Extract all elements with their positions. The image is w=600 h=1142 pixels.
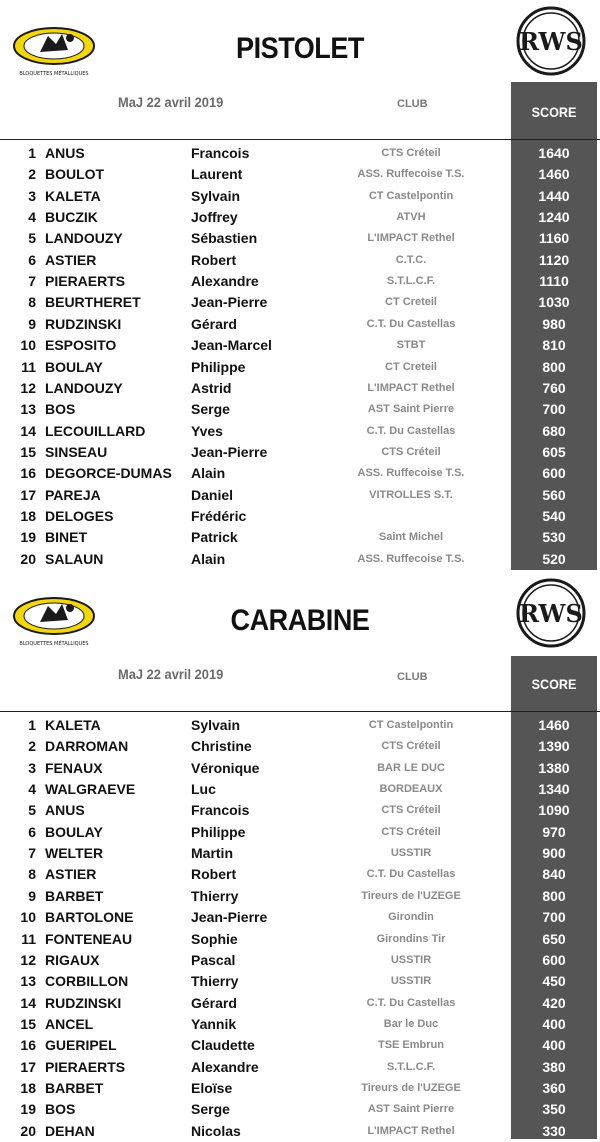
club-cell: VITROLLES S.T.: [369, 488, 453, 501]
first-name-cell: Luc: [191, 781, 216, 798]
last-name-cell: DELOGES: [45, 507, 114, 524]
rank-cell: 7: [28, 273, 36, 290]
pistolet-club-header: CLUB: [397, 98, 428, 110]
rank-cell: 12: [20, 379, 36, 396]
score-cell: 1440: [538, 187, 570, 204]
club-cell: Girondin: [388, 911, 434, 924]
rank-cell: 17: [20, 1058, 36, 1075]
last-name-cell: BOULAY: [45, 823, 103, 840]
last-name-cell: BUCZIK: [45, 209, 98, 226]
last-name-cell: WELTER: [45, 845, 104, 862]
first-name-cell: Gérard: [191, 994, 237, 1011]
last-name-cell: BOS: [45, 1101, 76, 1118]
club-cell: CTS Créteil: [381, 445, 441, 458]
score-cell: 1380: [538, 759, 570, 776]
rank-cell: 11: [21, 930, 36, 947]
last-name-cell: PIERAERTS: [45, 1058, 126, 1075]
last-name-cell: BOS: [45, 401, 76, 418]
first-name-cell: Sylvain: [191, 187, 241, 204]
table-row: [0, 779, 600, 800]
score-cell: 530: [542, 529, 566, 546]
first-name-cell: Philippe: [191, 358, 246, 375]
first-name-cell: Jean-Marcel: [191, 337, 272, 354]
last-name-cell: ANCEL: [45, 1015, 94, 1032]
club-cell: USSTIR: [390, 975, 432, 988]
table-row: [0, 421, 600, 442]
score-cell: 900: [542, 845, 566, 862]
rank-cell: 10: [20, 337, 36, 354]
table-row: [0, 758, 600, 779]
club-cell: AST Saint Pierre: [367, 403, 455, 416]
first-name-cell: Robert: [191, 251, 237, 268]
svg-text:BLOQUETTES MÉTALLIQUES: BLOQUETTES MÉTALLIQUES: [19, 641, 89, 647]
rank-cell: 12: [20, 951, 36, 968]
last-name-cell: RUDZINSKI: [45, 315, 122, 332]
score-cell: 970: [542, 823, 566, 840]
score-cell: 400: [542, 1015, 566, 1032]
pistolet-score-header: SCORE: [531, 104, 577, 120]
last-name-cell: BARBET: [45, 887, 104, 904]
first-name-cell: Patrick: [191, 529, 238, 546]
club-cell: ATVH: [396, 211, 426, 224]
table-row: [0, 1014, 600, 1035]
score-cell: 380: [542, 1058, 566, 1075]
rank-cell: 16: [20, 1037, 36, 1054]
rank-cell: 5: [28, 230, 36, 247]
first-name-cell: Yves: [191, 422, 223, 439]
first-name-cell: Thierry: [191, 887, 239, 904]
first-name-cell: Eloïse: [191, 1079, 233, 1096]
table-row: [0, 463, 600, 484]
rank-cell: 13: [20, 973, 36, 990]
table-row: [0, 929, 600, 950]
score-cell: 810: [542, 337, 566, 354]
first-name-cell: Alain: [191, 550, 226, 567]
rank-cell: 17: [20, 486, 36, 503]
score-cell: 1390: [538, 738, 570, 755]
score-cell: 540: [542, 507, 566, 524]
svg-text:RWS: RWS: [519, 27, 583, 56]
club-cell: USSTIR: [390, 847, 432, 860]
club-cell: TSE Embrun: [377, 1039, 444, 1052]
last-name-cell: SINSEAU: [45, 443, 108, 460]
carabine-title: CARABINE: [230, 604, 370, 637]
table-row: [0, 715, 600, 736]
table-row: [0, 549, 600, 570]
table-row: [0, 485, 600, 506]
rank-cell: 15: [20, 1015, 36, 1032]
table-row: [0, 164, 600, 185]
club-cell: ASS. Ruffecoise T.S.: [357, 467, 465, 480]
rws-logo-icon: [516, 578, 586, 648]
last-name-cell: LECOUILLARD: [45, 422, 146, 439]
first-name-cell: Robert: [191, 866, 237, 883]
score-cell: 1640: [538, 145, 570, 161]
table-row: [0, 1099, 600, 1120]
last-name-cell: BOULAY: [45, 358, 103, 375]
score-cell: 560: [542, 486, 566, 503]
last-name-cell: SALAUN: [45, 550, 104, 567]
rank-cell: 13: [20, 401, 36, 418]
club-cell: Girondins Tir: [376, 932, 446, 945]
rank-cell: 3: [28, 759, 36, 776]
table-row: [0, 250, 600, 271]
rank-cell: 14: [20, 422, 36, 439]
score-cell: 605: [542, 443, 566, 460]
rank-cell: 4: [28, 209, 36, 226]
rank-cell: 9: [28, 315, 36, 332]
last-name-cell: RUDZINSKI: [45, 994, 122, 1011]
club-cell: ASS. Ruffecoise T.S.: [357, 552, 465, 565]
last-name-cell: BEURTHERET: [45, 294, 141, 311]
first-name-cell: Pascal: [191, 951, 236, 968]
table-row: [0, 843, 600, 864]
table-row: [0, 357, 600, 378]
last-name-cell: BARBET: [45, 1079, 104, 1096]
score-cell: 760: [542, 379, 566, 396]
first-name-cell: Alain: [191, 465, 226, 482]
rank-cell: 18: [20, 1079, 36, 1096]
rank-cell: 8: [28, 866, 36, 883]
first-name-cell: Francois: [191, 802, 250, 819]
club-cell: STBT: [396, 339, 426, 352]
pistolet-update-date: MaJ 22 avril 2019: [118, 94, 224, 110]
first-name-cell: Philippe: [191, 823, 246, 840]
rank-cell: 1: [28, 717, 36, 733]
table-row: [0, 1078, 600, 1099]
club-cell: Saint Michel: [378, 531, 444, 544]
club-cell: C.T.C.: [395, 253, 427, 266]
carabine-club-header: CLUB: [397, 671, 428, 683]
last-name-cell: DEHAN: [45, 1122, 95, 1139]
table-row: [0, 506, 600, 527]
table-row: [0, 292, 600, 313]
score-cell: 680: [542, 422, 566, 439]
pistolet-title: PISTOLET: [236, 32, 364, 65]
rank-cell: 18: [20, 507, 36, 524]
svg-text:BLOQUETTES MÉTALLIQUES: BLOQUETTES MÉTALLIQUES: [19, 71, 89, 77]
score-cell: 650: [542, 930, 566, 947]
club-cell: CTS Créteil: [381, 147, 441, 159]
club-cell: CTS Créteil: [381, 825, 441, 838]
first-name-cell: Joffrey: [191, 209, 238, 226]
first-name-cell: Christine: [191, 738, 252, 755]
club-cell: Tireurs de l'UZEGE: [361, 889, 461, 902]
rank-cell: 15: [20, 443, 36, 460]
score-cell: 1240: [538, 209, 570, 226]
score-cell: 1090: [538, 802, 570, 819]
carabine-divider: [0, 711, 600, 712]
first-name-cell: Serge: [191, 401, 230, 418]
table-row: [0, 399, 600, 420]
first-name-cell: Gérard: [191, 315, 237, 332]
last-name-cell: KALETA: [45, 187, 101, 204]
rank-cell: 8: [28, 294, 36, 311]
rank-cell: 2: [28, 166, 36, 183]
club-cell: CT Castelpontin: [368, 719, 454, 731]
last-name-cell: BARTOLONE: [45, 909, 134, 926]
club-cell: CT Castelpontin: [368, 189, 454, 202]
first-name-cell: Sophie: [191, 930, 238, 947]
rank-cell: 19: [20, 529, 36, 546]
carabine-section: [0, 572, 600, 1139]
table-row: [0, 378, 600, 399]
last-name-cell: BOULOT: [45, 166, 105, 183]
score-cell: 450: [542, 973, 566, 990]
club-cell: CT Creteil: [385, 360, 437, 373]
table-row: [0, 971, 600, 992]
last-name-cell: ESPOSITO: [45, 337, 117, 354]
table-row: [0, 822, 600, 843]
table-row: [0, 271, 600, 292]
club-cell: C.T. Du Castellas: [366, 424, 456, 437]
last-name-cell: KALETA: [45, 717, 101, 733]
rank-cell: 4: [28, 781, 36, 798]
score-cell: 400: [542, 1037, 566, 1054]
carabine-score-header: SCORE: [531, 676, 577, 692]
first-name-cell: Nicolas: [191, 1122, 241, 1139]
first-name-cell: Martin: [191, 845, 233, 862]
rank-cell: 3: [28, 187, 36, 204]
carabine-update-date: MaJ 22 avril 2019: [118, 666, 224, 682]
last-name-cell: BINET: [45, 529, 87, 546]
rank-cell: 16: [20, 465, 36, 482]
score-cell: 840: [542, 866, 566, 883]
club-cell: USSTIR: [390, 953, 432, 966]
score-cell: 520: [542, 550, 566, 567]
club-cell: L'IMPACT Rethel: [367, 381, 455, 394]
score-cell: 700: [542, 909, 566, 926]
last-name-cell: DARROMAN: [45, 738, 129, 755]
score-cell: 1110: [539, 273, 569, 290]
table-row: [0, 886, 600, 907]
svg-text:RWS: RWS: [519, 599, 583, 628]
club-cell: AST Saint Pierre: [367, 1103, 455, 1116]
rank-cell: 20: [20, 1122, 36, 1139]
club-cell: S.T.L.C.F.: [386, 275, 436, 288]
score-cell: 980: [542, 315, 566, 332]
rank-cell: 14: [20, 994, 36, 1011]
first-name-cell: Daniel: [191, 486, 234, 503]
last-name-cell: FENAUX: [45, 759, 103, 776]
first-name-cell: Sylvain: [191, 717, 241, 733]
table-row: [0, 993, 600, 1014]
score-cell: 1340: [538, 781, 570, 798]
score-cell: 360: [542, 1079, 566, 1096]
club-cell: Bar le Duc: [383, 1017, 439, 1030]
last-name-cell: LANDOUZY: [45, 379, 123, 396]
score-cell: 800: [542, 358, 566, 375]
club-cell: S.T.L.C.F.: [386, 1060, 436, 1073]
rank-cell: 6: [28, 823, 36, 840]
score-cell: 700: [542, 401, 566, 418]
first-name-cell: Serge: [191, 1101, 230, 1118]
club-cell: Tireurs de l'UZEGE: [361, 1081, 461, 1094]
score-cell: 800: [542, 887, 566, 904]
table-row: [0, 907, 600, 928]
first-name-cell: Claudette: [191, 1037, 255, 1054]
last-name-cell: PIERAERTS: [45, 273, 126, 290]
last-name-cell: ASTIER: [45, 251, 97, 268]
score-cell: 600: [542, 465, 566, 482]
last-name-cell: RIGAUX: [45, 951, 100, 968]
first-name-cell: Frédéric: [191, 507, 247, 524]
first-name-cell: Alexandre: [191, 273, 259, 290]
table-row: [0, 207, 600, 228]
rank-cell: 10: [20, 909, 36, 926]
table-row: [0, 314, 600, 335]
table-row: [0, 442, 600, 463]
first-name-cell: Astrid: [191, 379, 232, 396]
club-cell: CT Creteil: [385, 296, 437, 309]
table-row: [0, 950, 600, 971]
first-name-cell: Thierry: [191, 973, 239, 990]
club-cell: C.T. Du Castellas: [366, 996, 456, 1009]
table-row: [0, 1057, 600, 1078]
club-cell: C.T. Du Castellas: [366, 317, 456, 330]
first-name-cell: Francois: [191, 145, 250, 161]
rank-cell: 11: [21, 358, 36, 375]
last-name-cell: LANDOUZY: [45, 230, 123, 247]
last-name-cell: CORBILLON: [45, 973, 129, 990]
club-cell: BAR LE DUC: [377, 761, 445, 774]
last-name-cell: FONTENEAU: [45, 930, 133, 947]
pistolet-section: [0, 0, 600, 570]
table-row: [0, 527, 600, 548]
rank-cell: 6: [28, 251, 36, 268]
first-name-cell: Yannik: [191, 1015, 237, 1032]
first-name-cell: Véronique: [191, 759, 260, 776]
club-cell: L'IMPACT Rethel: [367, 1124, 455, 1137]
club-cell: CTS Créteil: [381, 804, 441, 817]
last-name-cell: DEGORCE-DUMAS: [45, 465, 172, 482]
rank-cell: 1: [28, 145, 36, 161]
first-name-cell: Sébastien: [191, 230, 258, 247]
rank-cell: 5: [28, 802, 36, 819]
score-cell: 600: [542, 951, 566, 968]
pistolet-divider: [0, 139, 600, 140]
rank-cell: 7: [28, 845, 36, 862]
rank-cell: 19: [20, 1101, 36, 1118]
rank-cell: 20: [20, 550, 36, 567]
first-name-cell: Jean-Pierre: [191, 294, 268, 311]
table-row: [0, 335, 600, 356]
club-cell: CTS Créteil: [381, 740, 441, 753]
score-cell: 1030: [538, 294, 570, 311]
score-cell: 350: [542, 1101, 566, 1118]
last-name-cell: ANUS: [45, 802, 85, 819]
first-name-cell: Alexandre: [191, 1058, 259, 1075]
first-name-cell: Jean-Pierre: [191, 909, 268, 926]
club-cell: L'IMPACT Rethel: [367, 232, 455, 245]
club-cell: ASS. Ruffecoise T.S.: [357, 168, 465, 181]
rank-cell: 9: [28, 887, 36, 904]
club-cell: C.T. Du Castellas: [366, 868, 456, 881]
last-name-cell: WALGRAEVE: [45, 781, 136, 798]
last-name-cell: GUERIPEL: [45, 1037, 117, 1054]
score-cell: 1460: [538, 717, 570, 733]
table-row: [0, 736, 600, 757]
first-name-cell: Laurent: [191, 166, 243, 183]
table-row: [0, 864, 600, 885]
rank-cell: 2: [28, 738, 36, 755]
score-cell: 1460: [538, 166, 570, 183]
last-name-cell: ASTIER: [45, 866, 97, 883]
table-row: [0, 228, 600, 249]
club-cell: BORDEAUX: [379, 783, 443, 796]
table-row: [0, 1121, 600, 1142]
table-row: [0, 800, 600, 821]
first-name-cell: Jean-Pierre: [191, 443, 268, 460]
score-cell: 330: [542, 1122, 566, 1139]
last-name-cell: PAREJA: [45, 486, 101, 503]
table-row: [0, 1035, 600, 1056]
table-row: [0, 186, 600, 207]
score-cell: 1120: [538, 251, 570, 268]
rws-logo-icon: [516, 6, 586, 76]
score-cell: 420: [542, 994, 566, 1011]
last-name-cell: ANUS: [45, 145, 85, 161]
table-row: [0, 143, 600, 164]
score-cell: 1160: [538, 230, 570, 247]
